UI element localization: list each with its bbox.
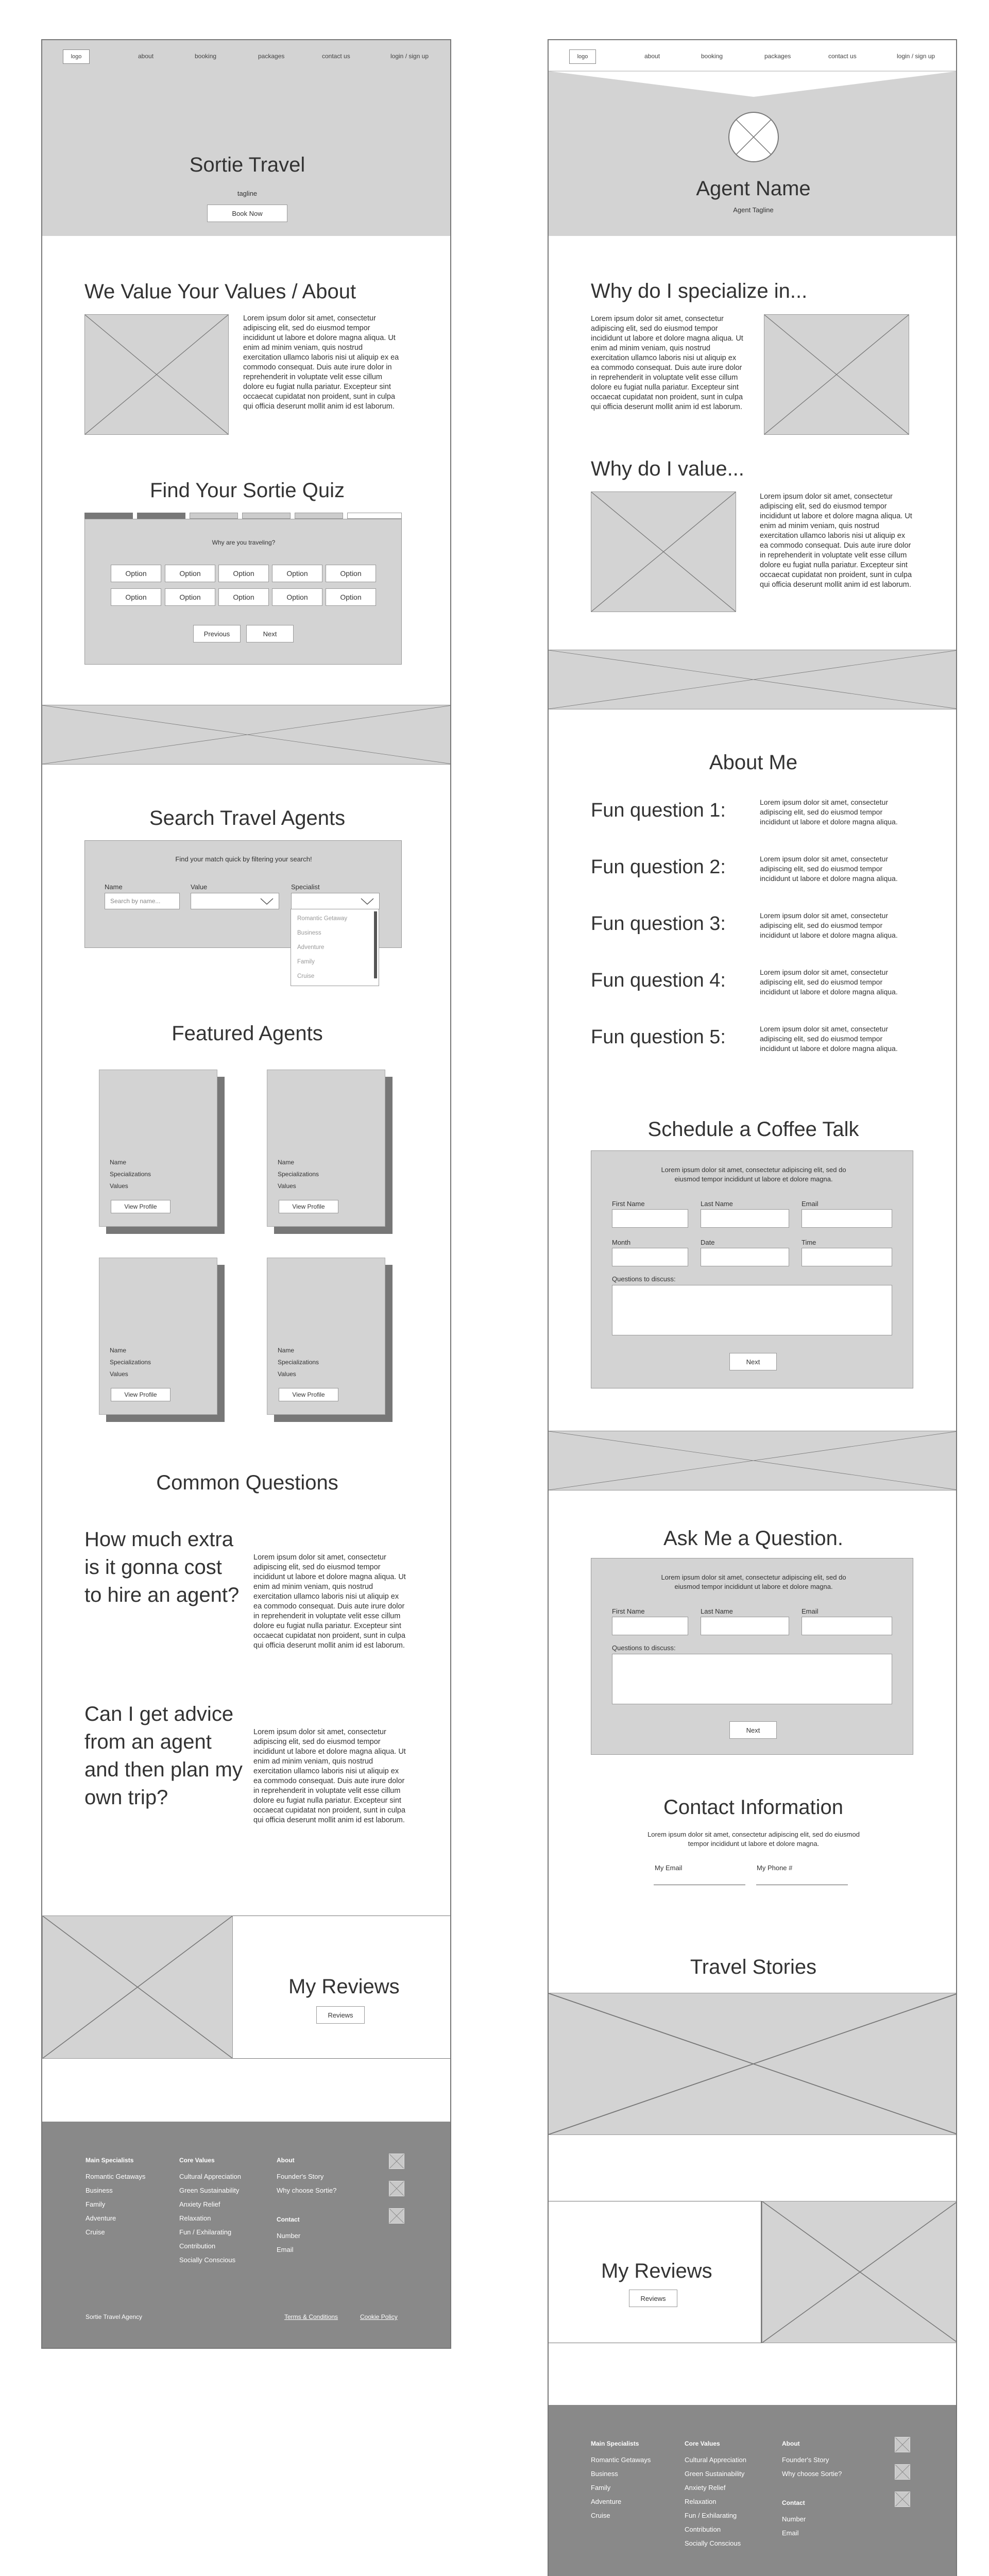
- view-profile-button[interactable]: View Profile: [111, 1200, 170, 1213]
- footer-link[interactable]: Romantic Getaways: [86, 2173, 146, 2180]
- agent-card[interactable]: [267, 1258, 385, 1415]
- nav-contact[interactable]: contact us: [828, 53, 857, 60]
- questions-label: Questions to discuss:: [612, 1644, 676, 1652]
- logo[interactable]: logo: [569, 49, 596, 64]
- first-name-input[interactable]: [612, 1617, 688, 1635]
- footer-link[interactable]: Family: [591, 2484, 611, 2492]
- dropdown-option[interactable]: Adventure: [297, 944, 325, 951]
- quiz-previous-button[interactable]: Previous: [193, 625, 241, 642]
- quiz-progress-step-4: [242, 513, 291, 519]
- value-image: [591, 492, 736, 612]
- social-icon[interactable]: [389, 2208, 404, 2224]
- about-image: [84, 314, 229, 435]
- home-page: [41, 39, 451, 2349]
- agent-specializations: Specializations: [110, 1171, 151, 1178]
- quiz-option[interactable]: Option: [111, 588, 161, 606]
- view-profile-button[interactable]: View Profile: [279, 1388, 338, 1401]
- quiz-progress: [84, 513, 402, 519]
- quiz-next-button[interactable]: Next: [246, 625, 294, 642]
- reviews-image: [762, 2201, 957, 2343]
- email-input[interactable]: [802, 1209, 892, 1228]
- month-label: Month: [612, 1239, 631, 1246]
- contact-text: Lorem ipsum dolor sit amet, consectetur adipiscing elit, sed do eiusmod tempor incididunt ut labore et dolore magna.: [647, 1831, 860, 1848]
- quiz-option[interactable]: Option: [218, 565, 269, 582]
- search-title: Search Travel Agents: [149, 807, 346, 829]
- footer-link[interactable]: Business: [86, 2187, 113, 2194]
- agent-specializations: Specializations: [278, 1171, 319, 1178]
- quiz-progress-step-6: [347, 513, 402, 519]
- coffee-intro: Lorem ipsum dolor sit amet, consectetur adipiscing elit, sed do eiusmod tempor incididunt ut labore et dolore magna.: [661, 1166, 846, 1183]
- nav-about[interactable]: about: [644, 53, 660, 60]
- footer: [549, 2405, 957, 2576]
- top-nav: [549, 40, 956, 71]
- footer-col-values: [685, 2437, 746, 2550]
- footer-link[interactable]: Why choose Sortie?: [277, 2187, 337, 2194]
- fun-answer-2: Lorem ipsum dolor sit amet, consectetur adipiscing elit, sed do eiusmod tempor incididunt ut labore et dolore magna aliqua.: [760, 855, 898, 883]
- chevron-down-icon: [361, 898, 374, 905]
- quiz-option[interactable]: Option: [165, 565, 215, 582]
- stories-image: [549, 1993, 957, 2135]
- footer-link[interactable]: Email: [277, 2246, 294, 2253]
- banner-image: [549, 1431, 957, 1490]
- time-label: Time: [802, 1239, 816, 1246]
- footer-link[interactable]: Relaxation: [179, 2214, 211, 2222]
- value-select[interactable]: [191, 893, 279, 909]
- footer-link[interactable]: Cruise: [591, 2512, 610, 2519]
- stories-title: Travel Stories: [690, 1956, 817, 1978]
- nav-packages[interactable]: packages: [764, 53, 791, 60]
- first-name-input[interactable]: [612, 1209, 688, 1228]
- agent-card[interactable]: [267, 1070, 385, 1227]
- quiz-question: Why are you traveling?: [212, 539, 276, 546]
- reviews-button[interactable]: Reviews: [629, 2290, 677, 2307]
- agent-card[interactable]: [99, 1070, 217, 1227]
- about-text: Lorem ipsum dolor sit amet, consectetur adipiscing elit, sed do eiusmod tempor incididunt ut labore et dolore magna aliqua. Ut enim ad minim veniam, quis nostrud exercitation ullamco laboris nisi ut aliquip ex ea commodo consequat. Duis aute irure dolor in reprehenderit in voluptate velit esse cillum dolore eu fugiat nulla pariatur. Excepteur sint occaecat cupidatat non proident, sunt in culpa qui officia deserunt mollit anim id est laborum.: [243, 314, 399, 411]
- fun-answer-5: Lorem ipsum dolor sit amet, consectetur adipiscing elit, sed do eiusmod tempor incididunt ut labore et dolore magna aliqua.: [760, 1025, 898, 1053]
- footer-link[interactable]: Contribution: [685, 2526, 721, 2533]
- footer-link[interactable]: Green Sustainability: [685, 2470, 745, 2478]
- email-label: Email: [802, 1607, 819, 1615]
- social-icon[interactable]: [895, 2492, 910, 2507]
- dropdown-option[interactable]: Romantic Getaway: [297, 916, 348, 922]
- time-input[interactable]: [802, 1248, 892, 1266]
- agent-values: Values: [110, 1370, 128, 1378]
- ask-next-button[interactable]: Next: [729, 1721, 777, 1739]
- agent-tagline: Agent Tagline: [733, 206, 774, 214]
- specialist-label: Specialist: [291, 883, 320, 891]
- agent-card[interactable]: [99, 1258, 217, 1415]
- footer-link[interactable]: Socially Conscious: [179, 2256, 236, 2264]
- quiz-option[interactable]: Option: [165, 588, 215, 606]
- nav-booking[interactable]: booking: [195, 53, 217, 60]
- fun-question-3: Fun question 3:: [591, 913, 726, 935]
- banner-image: [42, 705, 451, 765]
- footer-heading: Main Specialists: [86, 2157, 134, 2164]
- footer-col-about: [277, 2154, 336, 2197]
- about-title: We Value Your Values / About: [84, 280, 356, 303]
- quiz-progress-step-5: [295, 513, 343, 519]
- value-text: Lorem ipsum dolor sit amet, consectetur adipiscing elit, sed do eiusmod tempor incididunt ut labore et dolore magna aliqua. Ut enim ad minim veniam, quis nostrud exercitation ullamco laboris nisi ut aliquip ex ea commodo consequat. Duis aute irure dolor in reprehenderit in voluptate velit esse cillum dolore eu fugiat nulla pariatur. Excepteur sint occaecat cupidatat non proident, sunt in culpa qui officia deserunt mollit anim id est laborum.: [760, 493, 912, 589]
- footer-link[interactable]: Green Sustainability: [179, 2187, 240, 2194]
- quiz-progress-step-1: [84, 513, 133, 519]
- footer-link[interactable]: Cruise: [86, 2228, 105, 2236]
- social-icon[interactable]: [895, 2437, 910, 2452]
- nav-contact[interactable]: contact us: [322, 53, 350, 60]
- last-name-label: Last Name: [701, 1200, 733, 1208]
- agent-specializations: Specializations: [278, 1359, 319, 1366]
- view-profile-button[interactable]: View Profile: [111, 1388, 170, 1401]
- specialize-text: Lorem ipsum dolor sit amet, consectetur adipiscing elit, sed do eiusmod tempor incididunt ut labore et dolore magna aliqua. Ut enim ad minim veniam, quis nostrud exercitation ullamco laboris nisi ut aliquip ex ea commodo consequat. Duis aute irure dolor in reprehenderit in voluptate velit esse cillum dolore eu fugiat nulla pariatur. Excepteur sint occaecat cupidatat non proident, sunt in culpa qui officia deserunt mollit anim id est laborum.: [591, 315, 743, 411]
- nav-booking[interactable]: booking: [701, 53, 723, 60]
- agent-values: Values: [278, 1370, 296, 1378]
- agent-page: [548, 39, 957, 2576]
- first-name-label: First Name: [612, 1607, 645, 1615]
- dropdown-option[interactable]: Business: [297, 930, 321, 936]
- nav-packages[interactable]: packages: [258, 53, 285, 60]
- ask-form: [591, 1558, 913, 1755]
- questions-label: Questions to discuss:: [612, 1275, 676, 1283]
- agent-values: Values: [110, 1182, 128, 1190]
- footer-link[interactable]: Family: [86, 2200, 106, 2208]
- footer-col-specialists: [591, 2437, 651, 2522]
- faq-title: Common Questions: [156, 1471, 338, 1494]
- nav-login[interactable]: login / sign up: [390, 53, 429, 60]
- quiz-progress-step-2: [137, 513, 185, 519]
- questions-textarea[interactable]: [612, 1285, 892, 1335]
- quiz-option[interactable]: Option: [272, 565, 322, 582]
- footer-link[interactable]: Why choose Sortie?: [782, 2470, 842, 2478]
- banner-image: [549, 650, 957, 709]
- reviews-title: My Reviews: [288, 1975, 400, 1998]
- terms-link[interactable]: Terms & Conditions: [284, 2313, 338, 2320]
- agent-name: Name: [278, 1159, 295, 1166]
- specialize-image: [764, 314, 909, 435]
- quiz-option[interactable]: Option: [272, 588, 322, 606]
- reviews-image: [42, 1916, 233, 2059]
- specialize-title: Why do I specialize in...: [591, 280, 808, 302]
- quiz-option[interactable]: Option: [111, 565, 161, 582]
- chevron-down-icon: [260, 898, 274, 905]
- first-name-label: First Name: [612, 1200, 645, 1208]
- specialist-select[interactable]: [291, 893, 380, 909]
- last-name-input[interactable]: [701, 1209, 789, 1228]
- footer-link[interactable]: Founder's Story: [782, 2456, 829, 2464]
- book-now-button[interactable]: Book Now: [207, 205, 287, 222]
- contact-title: Contact Information: [663, 1796, 844, 1819]
- coffee-next-button[interactable]: Next: [729, 1353, 777, 1370]
- footer-link[interactable]: Fun / Exhilarating: [179, 2228, 232, 2236]
- footer-link[interactable]: Cultural Appreciation: [685, 2456, 746, 2464]
- footer-link[interactable]: Romantic Getaways: [591, 2456, 651, 2464]
- specialist-dropdown: [291, 909, 379, 986]
- quiz-option[interactable]: Option: [326, 565, 376, 582]
- agent-avatar: [728, 111, 779, 163]
- questions-textarea[interactable]: [612, 1654, 892, 1704]
- footer-heading: Contact: [782, 2499, 805, 2506]
- last-name-input[interactable]: [701, 1617, 789, 1635]
- nav-about[interactable]: about: [138, 53, 154, 60]
- hero-title: Sortie Travel: [189, 154, 305, 176]
- agent-values: Values: [278, 1182, 296, 1190]
- footer-link[interactable]: Email: [782, 2529, 799, 2537]
- name-search-input[interactable]: Search by name...: [105, 893, 180, 909]
- dropdown-option[interactable]: Family: [297, 959, 315, 965]
- footer-col-specialists: [86, 2154, 145, 2239]
- featured-title: Featured Agents: [172, 1022, 323, 1045]
- footer-heading: Contact: [277, 2216, 300, 2223]
- footer-link[interactable]: Adventure: [86, 2214, 116, 2222]
- ask-title: Ask Me a Question.: [663, 1527, 844, 1550]
- footer-heading: About: [782, 2440, 800, 2447]
- quiz-option[interactable]: Option: [326, 588, 376, 606]
- footer-link[interactable]: Number: [782, 2515, 806, 2523]
- agent-name: Name: [110, 1347, 127, 1354]
- date-label: Date: [701, 1239, 715, 1246]
- footer-link[interactable]: Cultural Appreciation: [179, 2173, 241, 2180]
- footer-link[interactable]: Anxiety Relief: [179, 2200, 220, 2208]
- quiz-progress-step-3: [190, 513, 238, 519]
- agent-name: Name: [278, 1347, 295, 1354]
- agent-name: Name: [110, 1159, 127, 1166]
- my-phone-label: My Phone #: [757, 1864, 793, 1872]
- quiz-option[interactable]: Option: [218, 588, 269, 606]
- fun-answer-4: Lorem ipsum dolor sit amet, consectetur adipiscing elit, sed do eiusmod tempor incididunt ut labore et dolore magna aliqua.: [760, 968, 898, 996]
- fun-question-4: Fun question 4:: [591, 970, 726, 991]
- dropdown-option[interactable]: Cruise: [297, 973, 315, 979]
- about-me-title: About Me: [709, 751, 798, 774]
- value-label: Value: [191, 883, 208, 891]
- footer-heading: Core Values: [685, 2440, 720, 2447]
- fun-answer-3: Lorem ipsum dolor sit amet, consectetur adipiscing elit, sed do eiusmod tempor incididunt ut labore et dolore magna aliqua.: [760, 911, 898, 939]
- cookie-link[interactable]: Cookie Policy: [360, 2313, 398, 2320]
- month-input[interactable]: [612, 1248, 688, 1266]
- faq-question-1: How much extra is it gonna cost to hire an agent?: [84, 1528, 240, 1606]
- quiz-title: Find Your Sortie Quiz: [150, 479, 345, 502]
- reviews-button[interactable]: Reviews: [316, 2006, 365, 2024]
- my-email-label: My Email: [655, 1864, 683, 1872]
- last-name-label: Last Name: [701, 1607, 733, 1615]
- footer-agency: Sortie Travel Agency: [86, 2313, 143, 2320]
- footer-col-about: [782, 2437, 842, 2481]
- top-nav: [42, 40, 450, 71]
- view-profile-button[interactable]: View Profile: [279, 1200, 338, 1213]
- quiz-panel: [84, 519, 402, 665]
- ask-intro: Lorem ipsum dolor sit amet, consectetur adipiscing elit, sed do eiusmod tempor incididunt ut labore et dolore magna.: [661, 1573, 846, 1590]
- fun-answer-1: Lorem ipsum dolor sit amet, consectetur adipiscing elit, sed do eiusmod tempor incididunt ut labore et dolore magna aliqua.: [760, 798, 898, 826]
- footer-col-contact: [277, 2213, 300, 2257]
- agent-name: Agent Name: [696, 177, 811, 200]
- footer-link[interactable]: Business: [591, 2470, 618, 2478]
- footer-col-contact: [782, 2496, 806, 2540]
- social-icon[interactable]: [389, 2181, 404, 2196]
- reviews-title: My Reviews: [601, 2260, 712, 2282]
- logo[interactable]: logo: [63, 49, 90, 64]
- search-subtitle: Find your match quick by filtering your search!: [175, 855, 312, 863]
- fun-question-1: Fun question 1:: [591, 800, 726, 821]
- name-label: Name: [105, 883, 123, 891]
- fun-question-2: Fun question 2:: [591, 856, 726, 878]
- footer-link[interactable]: Fun / Exhilarating: [685, 2512, 737, 2519]
- fun-question-5: Fun question 5:: [591, 1026, 726, 1048]
- faq-question-2: Can I get advice from an agent and then plan my own trip?: [84, 1703, 243, 1809]
- faq-answer-2: Lorem ipsum dolor sit amet, consectetur adipiscing elit, sed do eiusmod tempor incididunt ut labore et dolore magna aliqua. Ut enim ad minim veniam, quis nostrud exercitation ullamco laboris nisi ut aliquip ex ea commodo consequat. Duis aute irure dolor in reprehenderit in voluptate velit esse cillum dolore eu fugiat nulla pariatur. Excepteur sint occaecat cupidatat non proident, sunt in culpa qui officia deserunt mollit anim id est laborum.: [253, 1728, 406, 1824]
- email-label: Email: [802, 1200, 819, 1208]
- coffee-title: Schedule a Coffee Talk: [647, 1118, 859, 1141]
- footer-col-values: [179, 2154, 241, 2267]
- faq-answer-1: Lorem ipsum dolor sit amet, consectetur adipiscing elit, sed do eiusmod tempor incididunt ut labore et dolore magna aliqua. Ut enim ad minim veniam, quis nostrud exercitation ullamco laboris nisi ut aliquip ex ea commodo consequat. Duis aute irure dolor in reprehenderit in voluptate velit esse cillum dolore eu fugiat nulla pariatur. Excepteur sint occaecat cupidatat non proident, sunt in culpa qui officia deserunt mollit anim id est laborum.: [253, 1553, 406, 1650]
- footer-link[interactable]: Relaxation: [685, 2498, 717, 2505]
- footer-link[interactable]: Socially Conscious: [685, 2539, 741, 2547]
- footer-link[interactable]: Anxiety Relief: [685, 2484, 726, 2492]
- email-input[interactable]: [802, 1617, 892, 1635]
- value-title: Why do I value...: [591, 457, 744, 480]
- dropdown-scrollbar[interactable]: [374, 911, 377, 978]
- footer-heading: About: [277, 2157, 295, 2164]
- footer-link[interactable]: Founder's Story: [277, 2173, 324, 2180]
- footer-link[interactable]: Adventure: [591, 2498, 622, 2505]
- date-input[interactable]: [701, 1248, 789, 1266]
- agent-specializations: Specializations: [110, 1359, 151, 1366]
- hero-tagline: tagline: [237, 190, 258, 197]
- footer-link[interactable]: Contribution: [179, 2242, 216, 2250]
- social-icon[interactable]: [389, 2154, 404, 2169]
- footer-heading: Main Specialists: [591, 2440, 639, 2447]
- social-icon[interactable]: [895, 2464, 910, 2480]
- coffee-form: [591, 1150, 913, 1388]
- nav-login[interactable]: login / sign up: [897, 53, 935, 60]
- footer-heading: Core Values: [179, 2157, 215, 2164]
- footer-link[interactable]: Number: [277, 2232, 301, 2240]
- footer: [42, 2122, 451, 2349]
